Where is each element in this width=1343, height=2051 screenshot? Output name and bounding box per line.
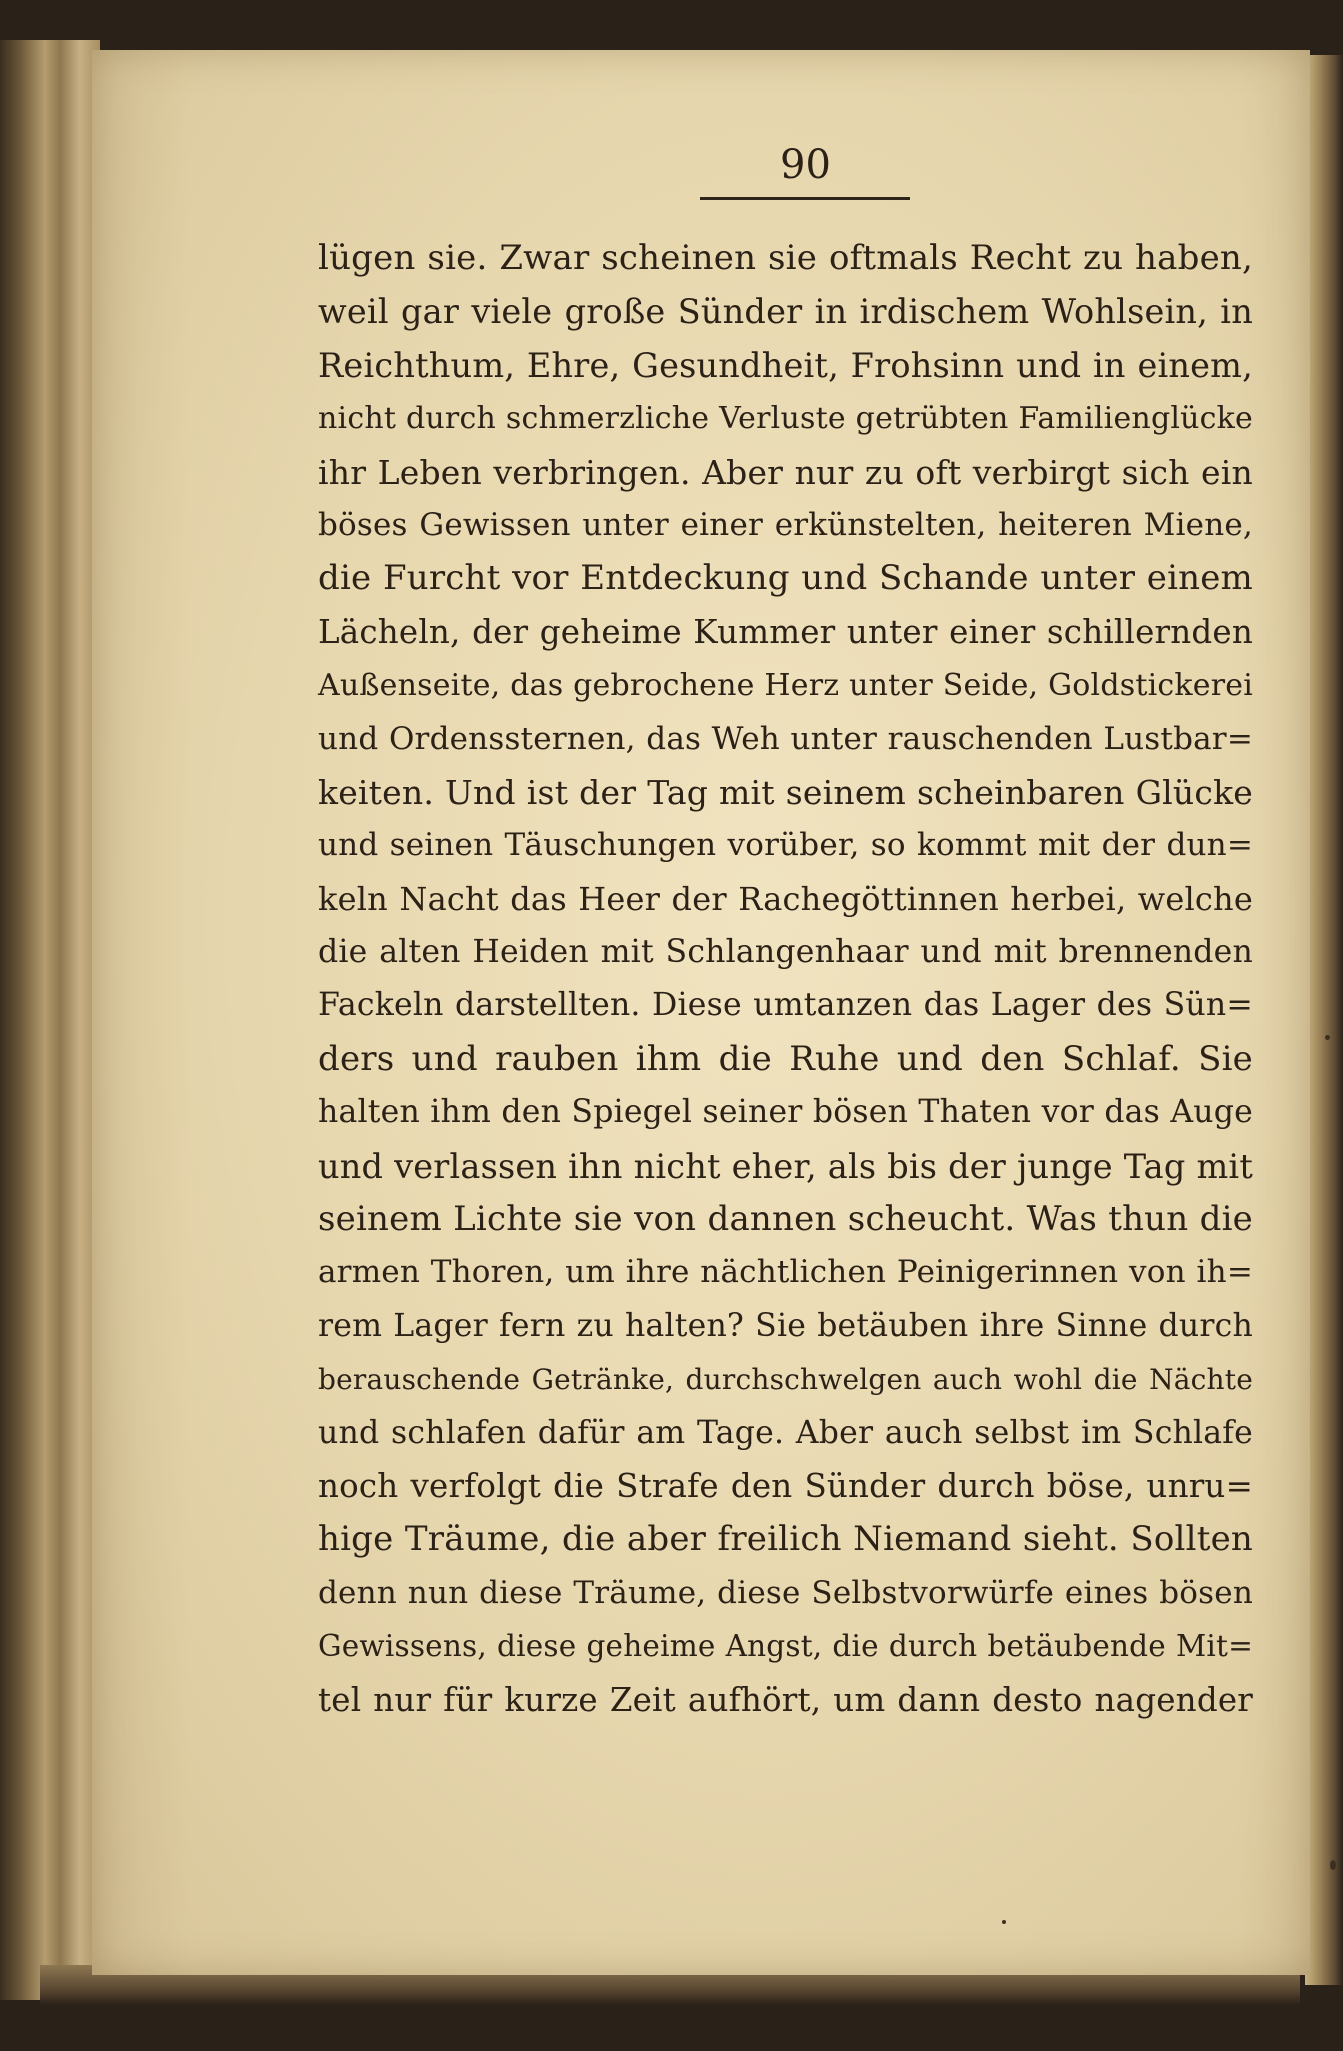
text-line: berauschende Getränke, durchschwelgen auch wohl die Nächte	[318, 1363, 1253, 1397]
text-line: lügen sie. Zwar scheinen sie oftmals Recht zu haben,	[318, 238, 1253, 278]
text-line: und schlafen dafür am Tage. Aber auch selbst im Schlafe	[318, 1414, 1253, 1451]
paper-speck	[1325, 1035, 1330, 1040]
text-line: rem Lager fern zu halten? Sie betäuben ihre Sinne durch	[318, 1307, 1253, 1344]
text-line: keln Nacht das Heer der Rachegöttinnen herbei, welche	[318, 879, 1253, 918]
page-number: 90	[780, 142, 831, 188]
text-line: noch verfolgt die Strafe den Sünder durch böse, unru=	[318, 1466, 1253, 1505]
text-line: Lächeln, der geheime Kummer unter einer schillernden	[318, 612, 1253, 651]
text-line: und seinen Täuschungen vorüber, so kommt mit der dun=	[318, 827, 1253, 864]
book-edge-right	[1305, 55, 1343, 1985]
text-line: hige Träume, die aber freilich Niemand sieht. Sollten	[318, 1519, 1253, 1560]
text-line: Reichthum, Ehre, Gesundheit, Frohsinn und in einem,	[318, 345, 1253, 385]
text-line: halten ihm den Spiegel seiner bösen Thaten vor das Auge	[318, 1094, 1253, 1131]
text-line: tel nur für kurze Zeit aufhört, um dann desto nagender	[318, 1680, 1253, 1719]
text-line: armen Thoren, um ihre nächtlichen Peinigerinnen von ih=	[318, 1254, 1253, 1291]
text-line: keiten. Und ist der Tag mit seinem scheinbaren Glücke	[318, 772, 1253, 812]
body-text	[318, 232, 1253, 1727]
text-line: die Furcht vor Entdeckung und Schande unter einem	[318, 558, 1253, 599]
text-line: Fackeln darstellten. Diese umtanzen das Lager des Sün=	[318, 987, 1253, 1024]
text-line: Außenseite, das gebrochene Herz unter Seide, Goldstickerei	[318, 668, 1253, 704]
header-rule	[700, 197, 910, 200]
text-line: und verlassen ihn nicht eher, als bis der junge Tag mit	[318, 1146, 1253, 1186]
paper-speck	[1002, 1920, 1006, 1924]
text-line: böses Gewissen unter einer erkünstelten, heiteren Miene,	[318, 506, 1253, 543]
text-line: denn nun diese Träume, diese Selbstvorwürfe eines bösen	[318, 1574, 1253, 1611]
text-line: ihr Leben verbringen. Aber nur zu oft verbirgt sich ein	[318, 452, 1253, 492]
book-edge-left	[0, 40, 100, 2000]
paper-speck	[1330, 1860, 1336, 1870]
text-line: ders und rauben ihm die Ruhe und den Schlaf. Sie	[318, 1038, 1253, 1079]
text-line: die alten Heiden mit Schlangenhaar und mit brennenden	[318, 934, 1253, 971]
text-line: und Ordenssternen, das Weh unter rauschenden Lustbar=	[318, 720, 1253, 757]
text-line: weil gar viele große Sünder in irdischem Wohlsein, in	[318, 292, 1253, 332]
text-line: Gewissens, diese geheime Angst, die durch betäubende Mit=	[318, 1629, 1253, 1664]
text-line: seinem Lichte sie von dannen scheucht. Was thun die	[318, 1199, 1253, 1240]
text-line: nicht durch schmerzliche Verluste getrübten Familienglücke	[318, 401, 1253, 437]
